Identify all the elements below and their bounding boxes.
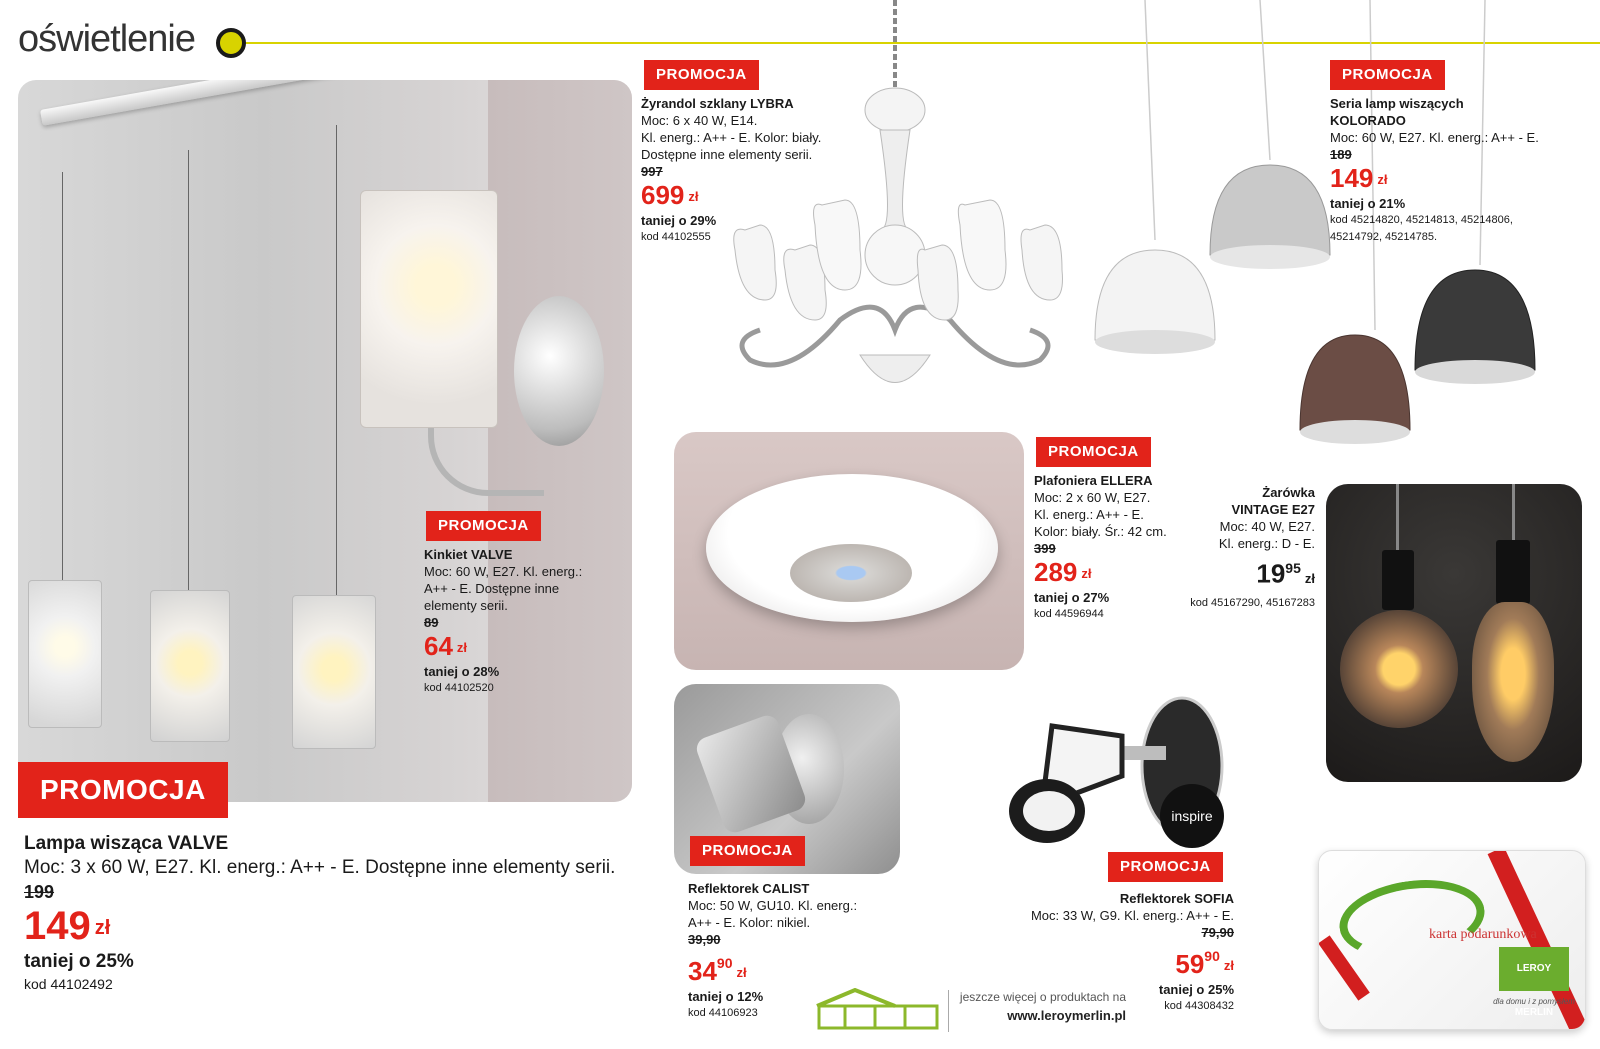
desc-line: elementy serii. bbox=[424, 598, 508, 613]
old-price: 89 bbox=[424, 615, 439, 630]
desc-line: Moc: 2 x 60 W, E27. bbox=[1034, 490, 1151, 505]
valve-lamp-promo-badge: PROMOCJA bbox=[18, 762, 228, 818]
vintage-photo bbox=[1326, 484, 1582, 782]
valve-shade-2 bbox=[150, 590, 230, 742]
discount: taniej o 21% bbox=[1330, 196, 1406, 212]
gift-card bbox=[1318, 850, 1586, 1030]
product-code: kod 44106923 bbox=[688, 1007, 758, 1020]
valve-shade-1 bbox=[28, 580, 102, 728]
price: 289 zł bbox=[1034, 557, 1092, 587]
product-code: kod 44596944 bbox=[1034, 608, 1104, 621]
product-code: kod 44102555 bbox=[641, 231, 711, 244]
title-dot-icon bbox=[216, 28, 246, 58]
price: 699 zł bbox=[641, 180, 699, 210]
desc-line: Moc: 60 W, E27. Kl. energ.: A++ - E. bbox=[1330, 130, 1539, 145]
discount: taniej o 12% bbox=[688, 989, 764, 1005]
product-name: Reflektorek SOFIA bbox=[1119, 891, 1234, 906]
bulb-socket-1 bbox=[1382, 550, 1414, 610]
product-name-line2: VINTAGE E27 bbox=[1231, 502, 1315, 517]
gift-card-label: karta podarunkowa bbox=[1429, 927, 1537, 942]
old-price: 399 bbox=[1034, 541, 1056, 556]
discount: taniej o 25% bbox=[1158, 982, 1234, 998]
price: $34^{90}zł$ bbox=[688, 955, 747, 986]
website-link[interactable]: www.leroymerlin.pl bbox=[1007, 1008, 1126, 1023]
product-name: Reflektorek CALIST bbox=[688, 881, 810, 896]
discount: taniej o 28% bbox=[424, 664, 500, 680]
desc-line: Kl. energ.: A++ - E. Kolor: biały. bbox=[641, 130, 822, 145]
product-name: Lampa wisząca VALVE bbox=[24, 833, 229, 854]
lybra-promo-badge: PROMOCJA bbox=[644, 60, 759, 90]
page-title: oświetlenie bbox=[18, 18, 195, 60]
house-shelf-icon bbox=[815, 988, 941, 1032]
valve-sconce-info bbox=[424, 546, 624, 697]
old-price: 79,90 bbox=[1201, 925, 1234, 940]
desc-line: A++ - E. Dostępne inne bbox=[424, 581, 560, 596]
sofia-promo-badge: PROMOCJA bbox=[1108, 852, 1223, 882]
vintage-bulb-round bbox=[1340, 610, 1458, 728]
desc-line: Kl. energ.: D - E. bbox=[1218, 536, 1315, 551]
discount: taniej o 29% bbox=[641, 213, 717, 229]
product-name: Kinkiet VALVE bbox=[424, 547, 513, 562]
desc-line: Moc: 50 W, GU10. Kl. energ.: bbox=[688, 898, 858, 913]
ellera-crystal bbox=[790, 544, 912, 602]
vintage-info bbox=[1160, 484, 1315, 612]
old-price: 997 bbox=[641, 164, 663, 179]
product-code: kod 45214820, 45214813, 45214806, bbox=[1330, 214, 1513, 227]
price: $19^{95}zł$ bbox=[1256, 558, 1315, 589]
footer-divider bbox=[948, 990, 949, 1032]
product-name: Żyrandol szklany LYBRA bbox=[641, 96, 794, 111]
lybra-chandelier-image bbox=[720, 0, 1070, 405]
desc-line: Moc: 40 W, E27. bbox=[1219, 519, 1315, 534]
desc-line: Moc: 6 x 40 W, E14. bbox=[641, 113, 758, 128]
discount: taniej o 25% bbox=[24, 951, 134, 973]
desc-line: Kolor: biały. Śr.: 42 cm. bbox=[1034, 524, 1167, 539]
gift-card-tagline: dla domu i z pomysłem bbox=[1493, 997, 1575, 1006]
valve-shade-3 bbox=[292, 595, 376, 749]
green-bow bbox=[1334, 871, 1489, 967]
ellera-photo bbox=[674, 432, 1024, 670]
vintage-bulb-edison bbox=[1472, 602, 1554, 762]
bulb-socket-2 bbox=[1496, 540, 1530, 604]
product-name: Seria lamp wiszących bbox=[1330, 96, 1464, 111]
old-price: 199 bbox=[24, 882, 55, 902]
valve-sconce-promo-badge: PROMOCJA bbox=[426, 511, 541, 541]
price: 149 zł bbox=[1330, 163, 1388, 193]
discount: taniej o 27% bbox=[1034, 590, 1110, 606]
desc-line: Moc: 33 W, G9. Kl. energ.: A++ - E. bbox=[1030, 908, 1234, 923]
product-desc: Moc: 3 x 60 W, E27. Kl. energ.: A++ - E. Dostępne inne elementy serii. bbox=[24, 857, 616, 878]
kolorado-promo-badge: PROMOCJA bbox=[1330, 60, 1445, 90]
product-name-line2: KOLORADO bbox=[1330, 113, 1406, 128]
product-code: kod 44102520 bbox=[424, 682, 494, 695]
inspire-logo: inspire bbox=[1160, 784, 1224, 848]
product-code: kod 45167290, 45167283 bbox=[1190, 596, 1315, 609]
desc-line: Kl. energ.: A++ - E. bbox=[1034, 507, 1144, 522]
product-name: Plafoniera ELLERA bbox=[1034, 473, 1153, 488]
desc-line: Dostępne inne elementy serii. bbox=[641, 147, 813, 162]
calist-promo-badge: PROMOCJA bbox=[690, 836, 805, 866]
old-price: 39,90 bbox=[688, 932, 721, 947]
sconce-shade bbox=[360, 190, 498, 428]
desc-line: Moc: 60 W, E27. Kl. energ.: bbox=[424, 564, 583, 579]
price: 149 zł bbox=[24, 904, 111, 948]
leroy-merlin-logo: LEROY MERLIN bbox=[1499, 947, 1569, 991]
price: $59^{90}zł$ bbox=[1175, 948, 1234, 979]
price: 64 zł bbox=[424, 631, 468, 661]
ceiling-bar bbox=[40, 80, 368, 126]
old-price: 189 bbox=[1330, 147, 1352, 162]
product-code-line2: 45214792, 45214785. bbox=[1330, 231, 1438, 244]
product-code: kod 44308432 bbox=[1164, 1000, 1234, 1013]
ellera-promo-badge: PROMOCJA bbox=[1036, 437, 1151, 467]
product-name: Żarówka bbox=[1262, 485, 1315, 500]
kolorado-info bbox=[1330, 95, 1570, 246]
desc-line: A++ - E. Kolor: nikiel. bbox=[688, 915, 811, 930]
footer-more-text: jeszcze więcej o produktach na www.leroymerlin.pl bbox=[950, 990, 1126, 1023]
valve-lamp-info bbox=[24, 832, 644, 994]
product-code: kod 44102492 bbox=[24, 976, 113, 993]
